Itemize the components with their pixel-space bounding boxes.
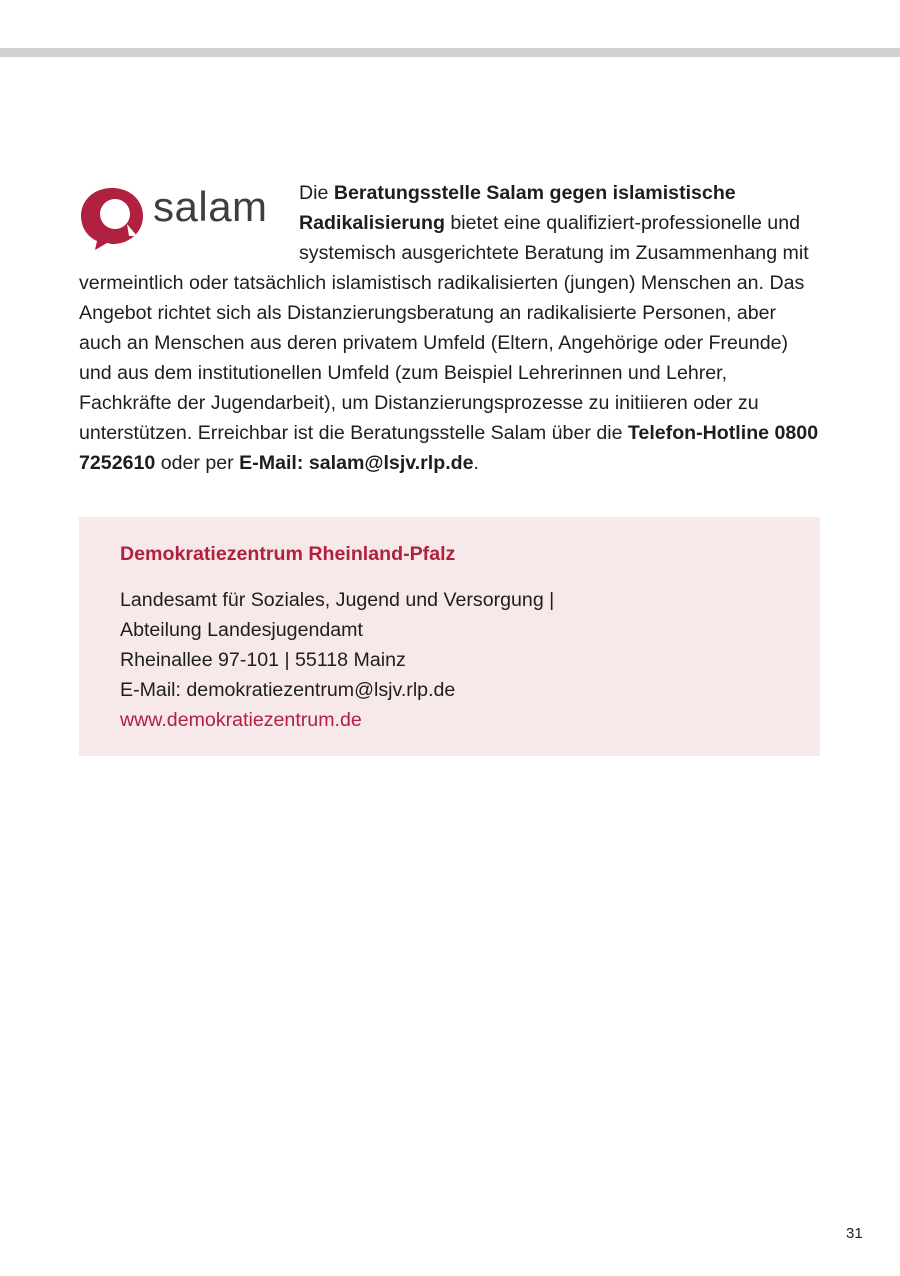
contact-email: E-Mail: demokratiezentrum@lsjv.rlp.de [120, 679, 456, 701]
contact-box [79, 517, 820, 756]
salam-name: Beratungsstelle Salam gegen islamistische Radikalisierung [299, 182, 736, 234]
contact-title: Demokratiezentrum Rheinland-Pfalz [120, 543, 456, 565]
intro-text-3: oder per [155, 452, 240, 474]
contact-content [120, 539, 554, 735]
page-number: 31 [846, 1225, 863, 1242]
contact-department: Abteilung Landesjugendamt [120, 619, 363, 641]
intro-text-1: Die [299, 182, 334, 204]
contact-organization: Landesamt für Soziales, Jugend und Versorgung | [120, 589, 555, 611]
website-link[interactable]: www.demokratiezentrum.de [120, 709, 362, 731]
contact-address: Rheinallee 97-101 | 55118 Mainz [120, 649, 406, 671]
intro-text-4: . [473, 452, 479, 474]
intro-text-2: bietet eine qualifiziert-professionelle und systemisch ausgerichtete Beratung im Zusammenhang mit vermeintlich oder tatsächlich islamistisch radikalisierten (jungen) Menschen an. Das Angebot richtet sich als Distanzierungsberatung an radikalisierte Personen, aber auch an Menschen aus deren privatem Umfeld (Eltern, Angehörige oder Freunde) und aus dem institutionellen Umfeld (zum Beispiel Lehrerinnen und Lehrer, Fachkräfte der Jugendarbeit), um Distanzierungsprozesse zu initiieren oder zu unterstützen. Erreichbar ist die Beratungsstelle Salam über die [79, 212, 809, 444]
top-divider [0, 48, 900, 57]
hotline-number: Telefon-Hotline 0800 7252610 [79, 422, 819, 474]
salam-wordmark: salam [153, 183, 268, 230]
salam-logo [79, 178, 284, 264]
salam-email: E-Mail: salam@lsjv.rlp.de [239, 452, 474, 474]
salam-section [79, 178, 821, 478]
speech-bubble-icon [79, 184, 145, 252]
